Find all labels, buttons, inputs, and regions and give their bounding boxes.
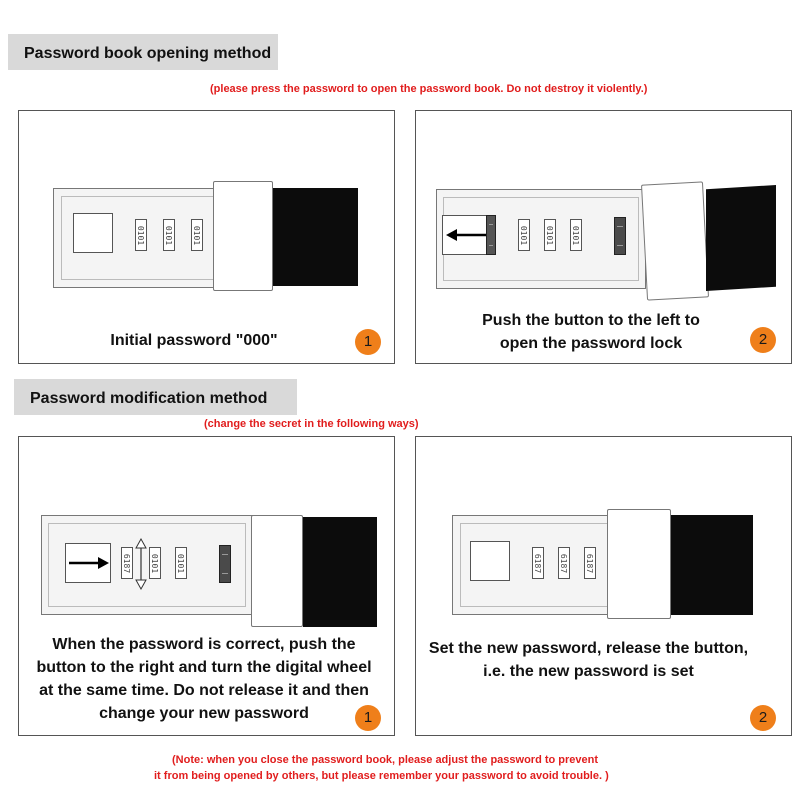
lock-device-illustration [452,511,772,621]
book-cover-black [303,517,377,627]
digit-wheel-2: 0101 [544,219,556,251]
lock-device-illustration [41,509,381,629]
panel-set-new-password [415,436,792,736]
lock-catch [614,217,626,255]
book-sleeve [213,181,273,291]
caption-set-new-password [416,637,761,683]
book-sleeve [607,509,671,619]
book-sleeve [641,181,709,300]
arrow-right-icon [67,555,109,571]
step-badge-2: 2 [750,327,776,353]
modification-note: (change the secret in the following ways) [204,418,419,430]
footer-note-line2: it from being opened by others, but please remember your password to avoid trouble. ) [154,770,609,782]
panel-change-password [18,436,395,736]
lock-device-illustration [436,183,776,303]
digit-wheel-3: 0101 [191,219,203,251]
caption-line: open the password lock [499,335,683,352]
caption-line: button to the right and turn the digital wheel [36,659,372,676]
section-title-opening: Password book opening method [8,34,278,70]
caption-change-password [23,633,385,725]
lock-device-illustration [53,186,373,296]
digit-wheel-2: 0101 [149,547,161,579]
digit-wheel-2: 6187 [558,547,570,579]
caption-push-left [426,309,756,355]
digit-wheel-1: 6187 [532,547,544,579]
digit-wheel-1: 6187 [121,547,133,579]
digit-wheel-3: 0101 [175,547,187,579]
button-square [73,213,113,253]
caption-line: When the password is correct, push the [52,636,356,653]
book-cover-black [706,185,776,291]
button-square [470,541,510,581]
caption-line: change your new password [99,705,309,722]
section-title-modification: Password modification method [14,379,297,415]
lock-catch [219,545,231,583]
digit-wheel-1: 0101 [135,219,147,251]
opening-note: (please press the password to open the password book. Do not destroy it violently.) [210,83,648,95]
caption-line: i.e. the new password is set [483,663,694,680]
caption-line: at the same time. Do not release it and then [39,682,369,699]
book-sleeve [251,515,303,627]
caption-initial-password: Initial password "000" [110,332,278,349]
rotate-arrow-icon [134,537,148,591]
digit-wheel-3: 0101 [570,219,582,251]
digit-wheel-2: 0101 [163,219,175,251]
step-badge-1: 1 [355,705,381,731]
book-cover-black [671,515,753,615]
panel-push-left [415,110,792,364]
caption-line: Set the new password, release the button, [428,640,749,657]
arrow-left-icon [446,227,488,243]
panel-initial-password [18,110,395,364]
step-badge-2: 2 [750,705,776,731]
footer-note-line1: (Note: when you close the password book, please adjust the password to prevent [172,754,599,766]
digit-wheel-3: 6187 [584,547,596,579]
book-cover-black [273,188,358,286]
digit-wheel-1: 0101 [518,219,530,251]
caption-line: Push the button to the left to [482,312,700,329]
step-badge-1: 1 [355,329,381,355]
